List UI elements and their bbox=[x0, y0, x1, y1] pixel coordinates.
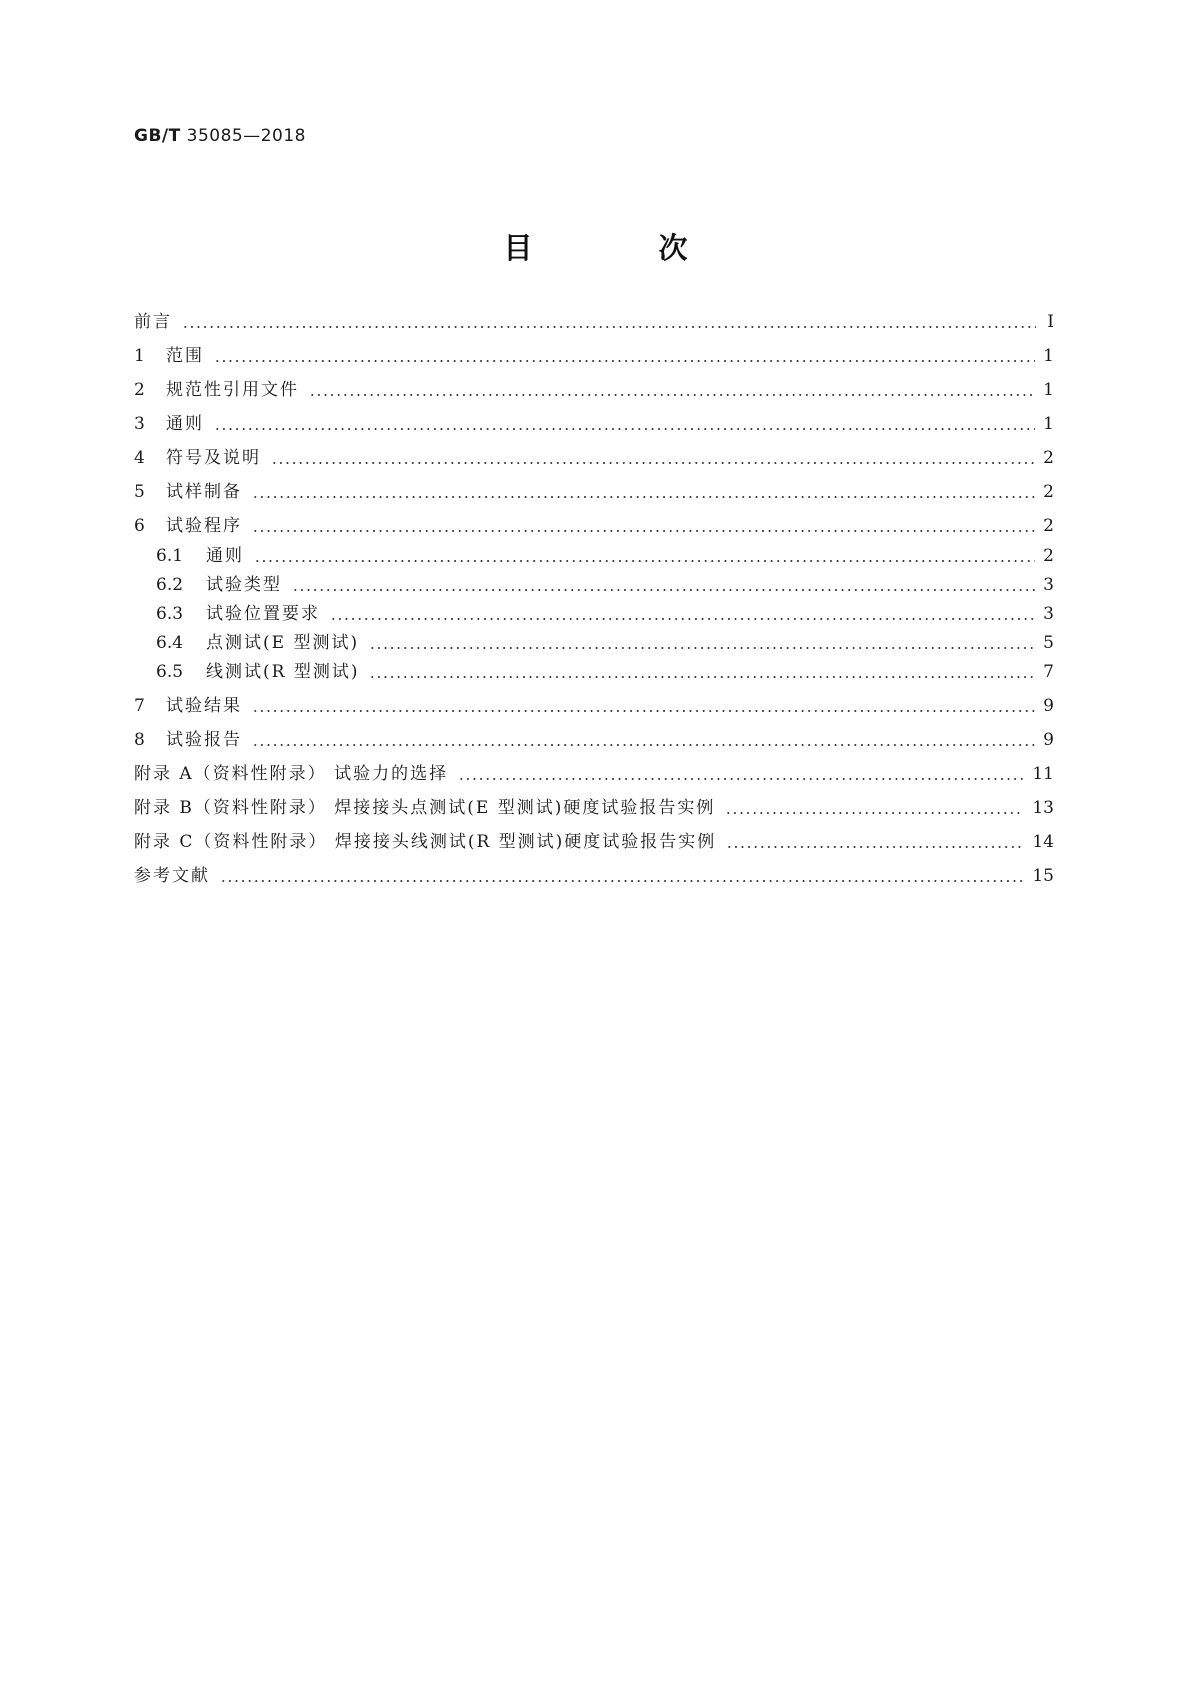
toc-entry[interactable] bbox=[134, 796, 1054, 820]
toc-entry-number: 6.2 bbox=[156, 575, 184, 595]
toc-entry[interactable] bbox=[156, 602, 1054, 626]
toc-entry-page: 5 bbox=[1043, 633, 1054, 653]
toc-dot-leader bbox=[214, 360, 1035, 362]
toc-entry-page: 2 bbox=[1043, 546, 1054, 566]
standard-number: 35085—2018 bbox=[186, 126, 306, 146]
toc-entry-number: 8 bbox=[134, 730, 145, 750]
toc-dot-leader bbox=[220, 880, 1024, 882]
toc-entry[interactable] bbox=[134, 728, 1054, 752]
toc-entry-number: 3 bbox=[134, 414, 145, 434]
toc-entry-page: 3 bbox=[1043, 604, 1054, 624]
toc-entry[interactable] bbox=[156, 660, 1054, 684]
toc-entry[interactable] bbox=[134, 694, 1054, 718]
toc-dot-leader bbox=[369, 647, 1035, 649]
toc-dot-leader bbox=[726, 846, 1024, 848]
toc-dot-leader bbox=[252, 530, 1035, 532]
toc-entry-number: 1 bbox=[134, 346, 145, 366]
toc-entry[interactable] bbox=[156, 573, 1054, 597]
toc-entry-page: 7 bbox=[1043, 662, 1054, 682]
toc-entry-label: 附录 B（资料性附录） 焊接接头点测试(E 型测试)硬度试验报告实例 bbox=[134, 798, 716, 818]
toc-entry[interactable] bbox=[134, 762, 1054, 786]
toc-entry[interactable] bbox=[134, 446, 1054, 470]
toc-entry-label: 试验程序 bbox=[166, 516, 242, 536]
toc-entry-number: 7 bbox=[134, 696, 145, 716]
toc-entry-label: 试验位置要求 bbox=[206, 604, 320, 624]
toc-entry-number: 6.1 bbox=[156, 546, 184, 566]
toc-dot-leader bbox=[369, 676, 1035, 678]
toc-entry-page: 2 bbox=[1043, 448, 1054, 468]
toc-entry-page: 1 bbox=[1043, 380, 1054, 400]
toc-entry-label: 点测试(E 型测试) bbox=[206, 633, 360, 653]
toc-entry-label: 附录 C（资料性附录） 焊接接头线测试(R 型测试)硬度试验报告实例 bbox=[134, 832, 717, 852]
toc-entry-page: 2 bbox=[1043, 516, 1054, 536]
toc-entry-page: 11 bbox=[1032, 764, 1054, 784]
toc-entry-page: 9 bbox=[1043, 730, 1054, 750]
toc-entry-label: 线测试(R 型测试) bbox=[206, 662, 360, 682]
toc-dot-leader bbox=[271, 462, 1035, 464]
toc-entry-label: 范围 bbox=[166, 346, 204, 366]
toc-entry-page: 2 bbox=[1043, 482, 1054, 502]
toc-dot-leader bbox=[292, 589, 1035, 591]
toc-dot-leader bbox=[725, 812, 1024, 814]
toc-dot-leader bbox=[182, 326, 1036, 328]
toc-dot-leader bbox=[214, 428, 1035, 430]
toc-entry[interactable] bbox=[134, 830, 1054, 854]
toc-entry-page: 13 bbox=[1032, 798, 1054, 818]
toc-entry-number: 6.5 bbox=[156, 662, 184, 682]
toc-dot-leader bbox=[330, 618, 1035, 620]
toc-entry-number: 6.4 bbox=[156, 633, 184, 653]
toc-entry-label: 通则 bbox=[206, 546, 244, 566]
toc-dot-leader bbox=[254, 560, 1035, 562]
toc-dot-leader bbox=[252, 710, 1035, 712]
toc-dot-leader bbox=[309, 394, 1035, 396]
toc-dot-leader bbox=[252, 744, 1035, 746]
toc-entry-label: 试验类型 bbox=[206, 575, 282, 595]
toc-entry-page: 1 bbox=[1043, 346, 1054, 366]
toc-dot-leader bbox=[252, 496, 1035, 498]
toc-entry[interactable] bbox=[134, 480, 1054, 504]
toc-entry-page: 9 bbox=[1043, 696, 1054, 716]
toc-entry-page: 3 bbox=[1043, 575, 1054, 595]
toc-entry-label: 参考文献 bbox=[134, 866, 210, 886]
toc-entry-label: 通则 bbox=[166, 414, 204, 434]
toc-entry-label: 试验结果 bbox=[166, 696, 242, 716]
standard-code bbox=[134, 126, 306, 146]
page-title: 目 次 bbox=[503, 231, 746, 265]
toc-entry[interactable] bbox=[156, 544, 1054, 568]
standard-prefix: GB/T bbox=[134, 126, 181, 146]
toc-entry[interactable] bbox=[134, 310, 1054, 334]
toc-entry-number: 4 bbox=[134, 448, 145, 468]
toc-entry-label: 试验报告 bbox=[166, 730, 242, 750]
toc-entry[interactable] bbox=[134, 514, 1054, 538]
toc-entry-page: 15 bbox=[1032, 866, 1054, 886]
toc-entry-label: 前言 bbox=[134, 312, 172, 332]
toc-entry[interactable] bbox=[134, 864, 1054, 888]
toc-entry-page: 14 bbox=[1032, 832, 1054, 852]
toc-entry-label: 试样制备 bbox=[166, 482, 242, 502]
toc-entry-number: 6.3 bbox=[156, 604, 184, 624]
toc-entry-number: 6 bbox=[134, 516, 145, 536]
toc-entry-label: 符号及说明 bbox=[166, 448, 261, 468]
toc-dot-leader bbox=[458, 778, 1024, 780]
toc-entry-number: 5 bbox=[134, 482, 145, 502]
toc-entry-label: 规范性引用文件 bbox=[166, 380, 299, 400]
toc-entry-number: 2 bbox=[134, 380, 145, 400]
toc-entry-label: 附录 A（资料性附录） 试验力的选择 bbox=[134, 764, 449, 784]
toc-entry[interactable] bbox=[134, 378, 1054, 402]
toc-entry[interactable] bbox=[156, 631, 1054, 655]
toc-entry-page: 1 bbox=[1043, 414, 1054, 434]
toc-entry[interactable] bbox=[134, 412, 1054, 436]
toc-entry-page: Ⅰ bbox=[1047, 312, 1054, 332]
toc-entry[interactable] bbox=[134, 344, 1054, 368]
